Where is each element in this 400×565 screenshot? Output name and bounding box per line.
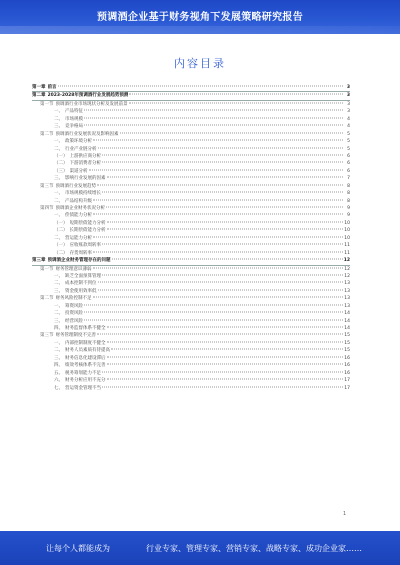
toc-entry-number: 第三节: [40, 183, 54, 189]
toc-entry-label: 2023-2028年预调酒行业发展趋势预测: [47, 93, 129, 99]
toc-entry-label: 产品特征: [65, 109, 83, 115]
toc-entry-page: 14: [344, 318, 350, 324]
toc-entry-page: 4: [347, 124, 350, 130]
toc-leader-dots: [93, 267, 344, 268]
toc-entry[interactable]: [32, 101, 350, 108]
toc-leader-dots: [120, 132, 344, 133]
toc-entry[interactable]: [32, 116, 350, 123]
toc-entry-page: 14: [344, 311, 350, 317]
toc-entry[interactable]: [32, 235, 350, 242]
toc-entry-label: 预调酒行业发展趋势: [55, 183, 96, 189]
toc-entry-page: 6: [347, 161, 350, 167]
toc-entry-page: 17: [344, 385, 350, 391]
toc-entry-label: 前言: [47, 85, 57, 90]
toc-entry-page: 5: [347, 146, 350, 152]
toc-entry-page: 9: [347, 213, 350, 219]
toc-entry-page: 4: [347, 116, 350, 122]
toc-leader-dots: [112, 259, 343, 260]
toc-entry[interactable]: [32, 153, 350, 160]
toc-leader-dots: [107, 364, 344, 365]
toc-entry[interactable]: [32, 355, 350, 362]
toc-entry-label: 经营风险: [65, 318, 83, 324]
toc-entry-number: （二）: [54, 161, 68, 167]
toc-entry-number: 第二节: [40, 131, 54, 137]
toc-entry-number: 第三节: [40, 333, 54, 339]
toc-leader-dots: [98, 282, 344, 283]
toc-entry-page: 3: [346, 93, 350, 99]
toc-entry-number: 第四节: [40, 206, 54, 211]
toc-entry-page: 12: [343, 258, 350, 264]
toc-entry-number: 三、: [54, 355, 63, 361]
toc-entry-number: 第二节: [40, 296, 54, 302]
toc-entry-page: 17: [344, 378, 350, 384]
toc-leader-dots: [97, 334, 343, 335]
toc-entry-number: （一）: [54, 220, 68, 226]
toc-entry-label: 内部控制制度不健全: [65, 340, 106, 346]
toc-entry-page: 15: [344, 333, 350, 339]
toc-entry-label: 营运资金管理不当: [65, 385, 101, 391]
toc-heading: 内容目录: [174, 57, 226, 70]
toc-leader-dots: [84, 117, 343, 118]
toc-entry-number: 第一章: [32, 85, 46, 90]
toc-leader-dots: [84, 125, 343, 126]
footer-banner: [0, 531, 400, 565]
toc-entry[interactable]: [32, 212, 350, 219]
toc-leader-dots: [89, 169, 344, 170]
toc-entry-label: 财务风险控制不足: [55, 296, 92, 302]
toc-entry-number: 第三章: [32, 258, 46, 264]
toc-entry[interactable]: [32, 266, 350, 273]
table-of-contents: [32, 84, 350, 392]
toc-entry-label: 短期偿债能力分析: [69, 220, 106, 226]
toc-leader-dots: [93, 297, 344, 298]
toc-entry[interactable]: [32, 370, 350, 377]
toc-entry-page: 10: [344, 220, 350, 226]
toc-entry-label: 渠道分析: [69, 168, 88, 174]
toc-entry-label: 财务分析应用不充分: [65, 378, 106, 384]
toc-entry[interactable]: [32, 310, 350, 317]
toc-leader-dots: [107, 379, 344, 380]
toc-entry-label: 下游消费者分析: [69, 161, 101, 167]
toc-entry[interactable]: [32, 288, 350, 295]
toc-entry-label: 影响行业发展的因素: [65, 176, 106, 182]
toc-entry-number: （三）: [54, 168, 68, 174]
toc-entry[interactable]: [32, 325, 350, 332]
toc-entry-page: 8: [347, 191, 350, 197]
toc-entry-number: 二、: [54, 116, 63, 122]
toc-entry-page: 8: [347, 198, 350, 204]
toc-entry-page: 16: [344, 355, 350, 361]
toc-entry-number: 二、: [54, 281, 63, 287]
document-title: 预调酒企业基于财务视角下发展策略研究报告: [97, 12, 303, 23]
toc-entry[interactable]: [32, 108, 350, 115]
toc-entry-number: 七、: [54, 385, 63, 391]
toc-entry-number: 一、: [54, 191, 63, 197]
toc-leader-dots: [84, 319, 343, 320]
toc-entry-page: 15: [344, 348, 350, 354]
toc-entry-page: 10: [344, 228, 350, 234]
toc-leader-dots: [102, 244, 343, 245]
header-band: [0, 26, 400, 34]
toc-leader-dots: [97, 184, 343, 185]
toc-entry-label: 存货周转率: [69, 250, 92, 256]
toc-entry-label: 财务监督体系不健全: [65, 326, 106, 331]
toc-leader-dots: [84, 304, 343, 305]
toc-entry-number: 第一节: [40, 101, 54, 107]
toc-entry-label: 筹资风险: [65, 303, 83, 309]
toc-entry[interactable]: [32, 92, 350, 100]
toc-entry-page: 5: [347, 139, 350, 145]
toc-entry-number: （二）: [54, 250, 68, 256]
toc-leader-dots: [102, 371, 343, 372]
toc-entry-label: 预调酒行业市场现状分析及发展前景: [55, 101, 128, 107]
toc-entry-page: 13: [344, 296, 350, 302]
toc-entry-page: 13: [344, 303, 350, 309]
toc-entry-number: 一、: [54, 273, 63, 279]
toc-entry-number: 二、: [54, 348, 63, 354]
toc-entry-number: 五、: [54, 370, 63, 376]
toc-entry-label: 财务信息化建设滞后: [65, 355, 106, 361]
footer-slogan-right: 行业专家、管理专家、营销专家、战略专家、成功企业家……: [146, 544, 362, 553]
toc-entry[interactable]: [32, 84, 350, 92]
toc-entry-label: 政策环境分析: [65, 139, 92, 145]
toc-entry-number: 一、: [54, 340, 63, 346]
toc-entry[interactable]: [32, 175, 350, 182]
toc-entry-page: 5: [347, 131, 350, 137]
toc-entry-number: 一、: [54, 139, 63, 145]
toc-entry-label: 市场规模: [65, 116, 83, 122]
toc-entry-label: 缺乏全面预算管理: [65, 273, 101, 279]
toc-entry[interactable]: [32, 146, 350, 153]
toc-entry-page: 12: [344, 273, 350, 279]
toc-entry-label: 资金使用效率低: [65, 288, 97, 294]
toc-entry-page: 9: [347, 206, 350, 211]
toc-entry-number: 六、: [54, 378, 63, 384]
toc-entry-label: 财务人员素质有待提高: [65, 348, 110, 354]
toc-entry-number: 二、: [54, 146, 63, 152]
toc-entry[interactable]: [32, 332, 350, 339]
toc-entry[interactable]: [32, 347, 350, 354]
toc-entry-page: 15: [344, 340, 350, 346]
toc-entry[interactable]: [32, 385, 350, 392]
toc-entry[interactable]: [32, 160, 350, 167]
toc-entry-number: 第二章: [32, 93, 46, 99]
footer-slogan-left: 让每个人都能成为: [46, 544, 110, 553]
toc-entry-page: 8: [347, 183, 350, 189]
page-number: 1: [343, 511, 347, 517]
toc-leader-dots: [107, 356, 344, 357]
toc-entry[interactable]: [32, 250, 350, 257]
toc-leader-dots: [107, 229, 344, 230]
toc-entry-number: 三、: [54, 318, 63, 324]
header-banner: [0, 0, 400, 34]
toc-entry-number: 二、: [54, 198, 63, 204]
toc-leader-dots: [93, 199, 343, 200]
toc-entry[interactable]: [32, 280, 350, 287]
toc-entry[interactable]: [32, 123, 350, 130]
toc-entry-page: 14: [344, 326, 350, 331]
toc-entry-number: 四、: [54, 363, 63, 369]
toc-entry-label: 竞争格局: [65, 124, 83, 130]
toc-entry-label: 成本控制不到位: [65, 281, 97, 287]
toc-entry-number: 二、: [54, 235, 63, 241]
toc-entry-label: 应收账款周转率: [69, 243, 101, 249]
toc-entry-number: 四、: [54, 326, 63, 331]
toc-leader-dots: [98, 289, 344, 290]
toc-entry[interactable]: [32, 190, 350, 197]
toc-entry-label: 上游供应商分析: [69, 153, 101, 159]
toc-leader-dots: [111, 349, 343, 350]
toc-leader-dots: [84, 312, 343, 313]
toc-leader-dots: [98, 147, 344, 148]
toc-entry-page: 11: [344, 243, 350, 249]
toc-entry[interactable]: [32, 131, 350, 138]
toc-leader-dots: [84, 110, 343, 111]
toc-entry[interactable]: [32, 273, 350, 280]
toc-entry[interactable]: [32, 295, 350, 302]
toc-entry-page: 6: [347, 168, 350, 174]
toc-entry-label: 税务筹划能力不足: [65, 370, 101, 376]
toc-entry[interactable]: [32, 205, 350, 212]
toc-entry-page: 13: [344, 288, 350, 294]
toc-leader-dots: [93, 140, 343, 141]
toc-entry-label: 长期偿债能力分析: [69, 228, 106, 234]
toc-entry-label: 营运能力分析: [65, 235, 92, 241]
toc-entry-page: 7: [347, 176, 350, 182]
toc-entry[interactable]: [32, 220, 350, 227]
toc-entry-number: 一、: [54, 109, 63, 115]
toc-leader-dots: [102, 154, 343, 155]
toc-entry[interactable]: [32, 227, 350, 234]
toc-entry-label: 行业产业链分析: [65, 146, 97, 152]
toc-entry[interactable]: [32, 168, 350, 175]
toc-entry-label: 财务管理制度不完善: [55, 333, 96, 339]
toc-entry-page: 16: [344, 363, 350, 369]
toc-entry[interactable]: [32, 242, 350, 249]
toc-entry-number: 第一节: [40, 266, 54, 272]
toc-entry[interactable]: [32, 257, 350, 265]
toc-entry[interactable]: [32, 340, 350, 347]
toc-entry-page: 16: [344, 370, 350, 376]
toc-entry[interactable]: [32, 303, 350, 310]
toc-entry-number: （二）: [54, 228, 68, 234]
toc-entry-number: 二、: [54, 311, 63, 317]
toc-entry-label: 预调酒企业财务管理存在的问题: [47, 258, 111, 264]
toc-leader-dots: [102, 192, 343, 193]
toc-leader-dots: [106, 207, 343, 208]
toc-entry-number: （一）: [54, 243, 68, 249]
toc-entry[interactable]: [32, 138, 350, 145]
toc-leader-dots: [107, 341, 344, 342]
toc-leader-dots: [93, 236, 343, 237]
toc-leader-dots: [107, 221, 344, 222]
toc-entry-number: 一、: [54, 213, 63, 219]
toc-entry-page: 11: [344, 250, 350, 256]
toc-entry-label: 市场规模持续增长: [65, 191, 101, 197]
toc-leader-dots: [93, 214, 343, 215]
toc-entry-label: 绩效考核体系不完善: [65, 363, 106, 369]
toc-entry-page: 3: [347, 109, 350, 115]
toc-entry-label: 预调酒行业发展状况及影响因素: [55, 131, 119, 137]
toc-entry-number: 三、: [54, 176, 63, 182]
toc-entry[interactable]: [32, 362, 350, 369]
toc-entry-label: 财务管理意识薄弱: [55, 266, 92, 272]
toc-entry[interactable]: [32, 377, 350, 384]
toc-entry-page: 3: [347, 101, 350, 107]
toc-leader-dots: [107, 327, 344, 328]
toc-leader-dots: [93, 251, 343, 252]
toc-entry-label: 预调酒企业财务状况分析: [55, 206, 105, 211]
toc-leader-dots: [102, 386, 343, 387]
toc-leader-dots: [102, 274, 343, 275]
toc-entry-page: 12: [344, 266, 350, 272]
toc-entry-label: 偿债能力分析: [65, 213, 92, 219]
toc-entry[interactable]: [32, 318, 350, 325]
toc-entry[interactable]: [32, 198, 350, 205]
toc-leader-dots: [58, 86, 344, 87]
toc-entry-number: 三、: [54, 288, 63, 294]
toc-entry-number: 三、: [54, 124, 63, 130]
toc-leader-dots: [107, 177, 344, 178]
toc-leader-dots: [129, 94, 343, 95]
toc-entry-number: （一）: [54, 153, 68, 159]
toc-leader-dots: [129, 102, 344, 103]
toc-entry-page: 3: [346, 85, 350, 90]
toc-entry-label: 投资风险: [65, 311, 83, 317]
toc-entry-label: 产品结构升级: [65, 198, 92, 204]
toc-entry-number: 一、: [54, 303, 63, 309]
toc-entry-page: 10: [344, 235, 350, 241]
toc-entry-page: 6: [347, 153, 350, 159]
toc-entry[interactable]: [32, 183, 350, 190]
toc-leader-dots: [102, 162, 343, 163]
toc-entry-page: 13: [344, 281, 350, 287]
